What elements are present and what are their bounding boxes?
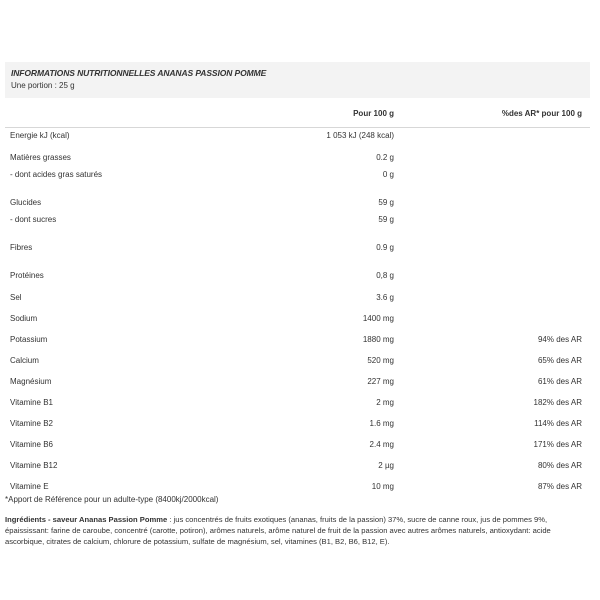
nutrient-value-per-100g: 520 mg	[367, 356, 394, 365]
nutrient-value-per-100g: 1880 mg	[362, 335, 394, 344]
nutrient-label: Sel	[10, 293, 22, 302]
nutrient-label: Protéines	[10, 271, 44, 280]
table-row	[5, 130, 590, 142]
column-header-per-100g: Pour 100 g	[353, 109, 394, 118]
ingredients-text: : jus concentrés de fruits exotiques (ananas, fruits de la passion) 37%, sucre de canne roux, jus de pommes 9%, épaississant: farine de caroube, concentré (carotte, potiron), arômes naturels, arôme naturel de fruit de la passion avec autres arômes naturels, antioxydant: acide ascorbique, citrates de calcium, chlorure de potassium, sulfate de magnésium, sel, vitamines (B1, B2, B6, B12, E).	[5, 515, 551, 546]
nutrient-label: Matières grasses	[10, 153, 71, 162]
table-row	[5, 355, 590, 367]
nutrient-value-per-100g: 1.6 mg	[369, 419, 394, 428]
nutrition-title: INFORMATIONS NUTRITIONNELLES ANANAS PASSION POMME	[11, 68, 267, 78]
table-row	[5, 197, 590, 209]
table-row	[5, 481, 590, 493]
nutrient-ar-percent: 114% des AR	[534, 419, 582, 428]
table-row	[5, 292, 590, 304]
ingredients-paragraph	[5, 514, 590, 547]
nutrient-value-per-100g: 2 µg	[378, 461, 394, 470]
nutrient-value-per-100g: 227 mg	[367, 377, 394, 386]
nutrient-label: Potassium	[10, 335, 48, 344]
nutrient-label: Vitamine B2	[10, 419, 53, 428]
nutrient-label: Fibres	[10, 243, 33, 252]
nutrient-value-per-100g: 1400 mg	[362, 314, 394, 323]
nutrient-value-per-100g: 0.9 g	[376, 243, 394, 252]
column-header-ar: %des AR* pour 100 g	[501, 109, 582, 118]
nutrient-value-per-100g: 2.4 mg	[369, 440, 394, 449]
column-headers	[5, 98, 590, 128]
nutrient-label: Sodium	[10, 314, 38, 323]
nutrition-header	[5, 62, 590, 98]
table-row	[5, 397, 590, 409]
table-row	[5, 460, 590, 472]
nutrient-label: Magnésium	[10, 377, 52, 386]
nutrient-value-per-100g: 59 g	[378, 198, 394, 207]
nutrient-value-per-100g: 10 mg	[371, 482, 394, 491]
nutrient-label: Calcium	[10, 356, 39, 365]
nutrient-ar-percent: 171% des AR	[533, 440, 582, 449]
table-row	[5, 242, 590, 254]
nutrient-label: Vitamine B1	[10, 398, 53, 407]
table-row	[5, 439, 590, 451]
nutrient-label: Glucides	[10, 198, 42, 207]
nutrient-value-per-100g: 0.2 g	[376, 153, 394, 162]
nutrition-panel	[5, 62, 590, 128]
nutrient-value-per-100g: 3.6 g	[376, 293, 394, 302]
nutrient-label: Vitamine B6	[10, 440, 53, 449]
table-row	[5, 152, 590, 164]
nutrient-label: Vitamine E	[10, 482, 49, 491]
nutrient-label: Vitamine B12	[10, 461, 58, 470]
nutrient-ar-percent: 182% des AR	[533, 398, 582, 407]
nutrient-ar-percent: 65% des AR	[537, 356, 582, 365]
serving-size: Une portion : 25 g	[11, 81, 75, 90]
table-row	[5, 313, 590, 325]
table-row	[5, 418, 590, 430]
nutrient-value-per-100g: 0 g	[382, 170, 394, 179]
nutrient-ar-percent: 61% des AR	[537, 377, 582, 386]
nutrient-label: - dont acides gras saturés	[10, 170, 103, 179]
nutrient-label: - dont sucres	[10, 215, 57, 224]
nutrient-ar-percent: 80% des AR	[537, 461, 582, 470]
nutrient-ar-percent: 87% des AR	[537, 482, 582, 491]
nutrient-value-per-100g: 0,8 g	[376, 271, 394, 280]
table-row	[5, 376, 590, 388]
ingredients-title: Ingrédients - saveur Ananas Passion Pomme	[5, 515, 168, 524]
nutrient-label: Energie kJ (kcal)	[10, 131, 70, 140]
nutrient-value-per-100g: 59 g	[378, 215, 394, 224]
table-row	[5, 214, 590, 226]
table-row	[5, 169, 590, 181]
table-row	[5, 334, 590, 346]
nutrient-ar-percent: 94% des AR	[537, 335, 582, 344]
nutrient-value-per-100g: 1 053 kJ (248 kcal)	[326, 131, 394, 140]
nutrient-value-per-100g: 2 mg	[376, 398, 394, 407]
reference-footnote: *Apport de Référence pour un adulte-type (8400kj/2000kcal)	[5, 495, 219, 504]
table-row	[5, 270, 590, 282]
